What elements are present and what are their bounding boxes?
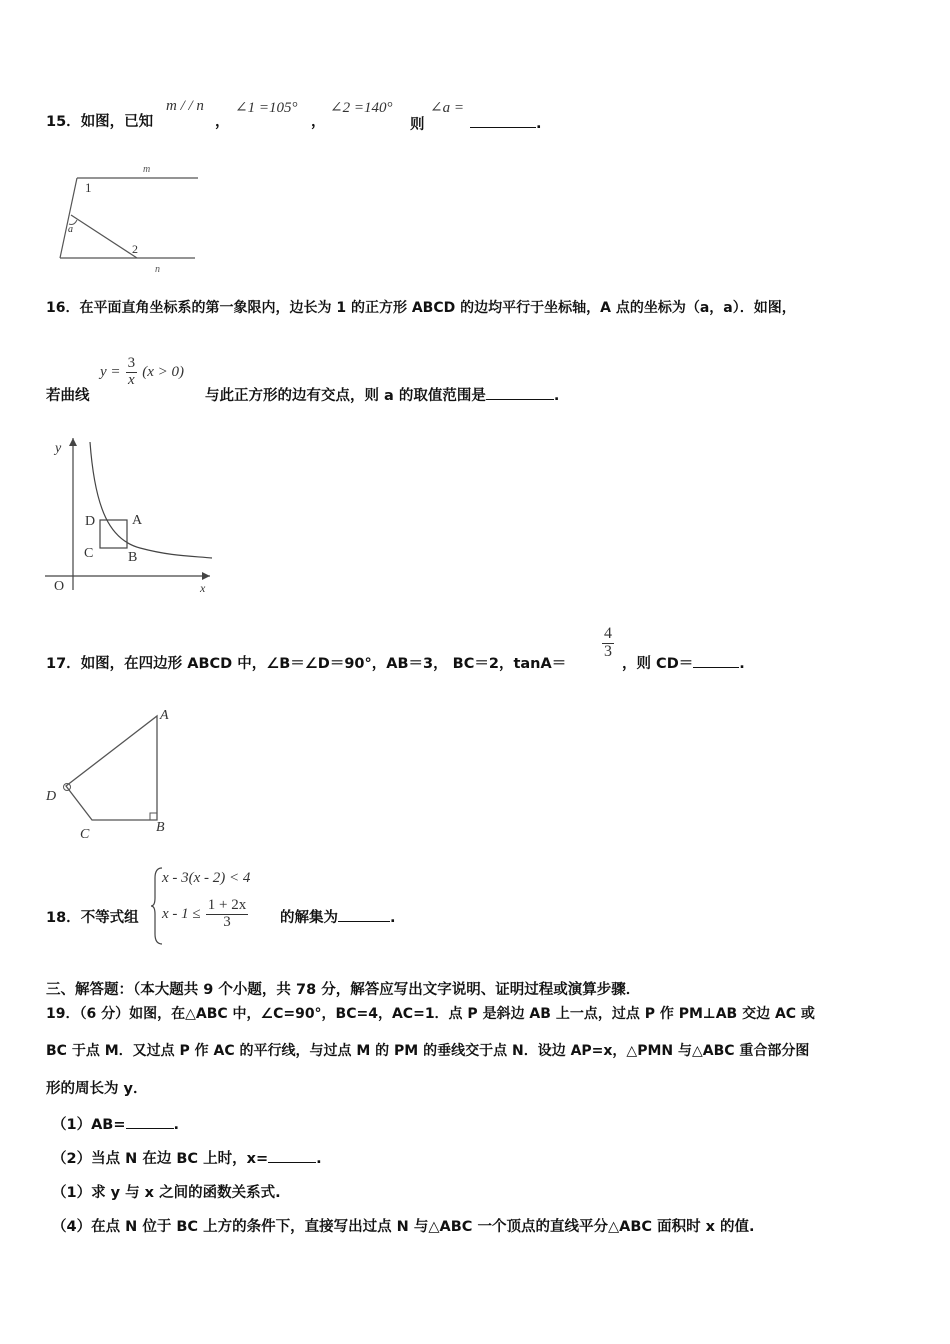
q15-expr-alpha: ∠a =	[430, 100, 464, 116]
q15-label-m: m	[143, 164, 151, 175]
q19-sub3: （1）求 y 与 x 之间的函数关系式.	[52, 1185, 281, 1201]
q16-numerator: 3	[127, 355, 136, 371]
q15-number: 15．	[46, 114, 81, 130]
q17-label-B: B	[156, 820, 165, 835]
q15-expr-parallel: m / / n	[166, 98, 204, 114]
q16-fraction	[126, 356, 138, 389]
q18-post-text: 的解集为	[280, 910, 338, 926]
q15-figure	[55, 160, 205, 278]
q17-post-text: ，则 CD＝	[622, 656, 694, 672]
q16-label-O: O	[54, 579, 65, 594]
q18-denominator: 3	[223, 913, 231, 930]
q16-label-D: D	[85, 514, 96, 529]
q16-pre: 若曲线	[46, 388, 90, 404]
q16-label-B: B	[128, 550, 138, 565]
q17-text	[46, 652, 566, 673]
q16-label-C: C	[84, 546, 94, 561]
q15-label-n: n	[155, 264, 160, 275]
q19-sub1	[52, 1113, 179, 1134]
q16-figure	[40, 430, 220, 600]
q18-ineq2-left: x - 1 ≤	[162, 905, 201, 922]
q19-sub2-text: （2）当点 N 在边 BC 上时，x=	[52, 1151, 269, 1167]
q15-text	[46, 110, 153, 131]
q16-label-A: A	[132, 513, 143, 528]
q17-figure	[40, 702, 180, 844]
q16-square	[100, 520, 127, 548]
q18-inequality-2	[162, 898, 248, 931]
q17-numerator: 4	[604, 625, 612, 642]
q15-label-a: a	[68, 224, 73, 235]
q15-label-1: 1	[85, 180, 92, 195]
q18-fraction	[206, 898, 248, 931]
q17-denominator: 3	[604, 642, 612, 660]
q17-fraction	[602, 626, 614, 661]
q15-seg-left	[60, 178, 77, 258]
q18-numerator: 1 + 2x	[207, 897, 247, 913]
q15-seg-diag	[71, 215, 137, 258]
q16-y-arrow	[69, 438, 77, 446]
q18-pre: 不等式组	[80, 910, 139, 926]
q17-answer-blank	[693, 653, 739, 668]
q15-end: .	[536, 116, 542, 132]
q16-label-x: x	[200, 581, 206, 595]
q15-then: 则	[410, 117, 425, 133]
q16-curve	[90, 442, 212, 558]
q18-end: .	[390, 910, 396, 926]
q19-sub2-end: .	[316, 1151, 322, 1167]
q17-end: .	[739, 656, 745, 672]
q18-text	[46, 906, 139, 927]
q19-sub1-blank	[126, 1114, 174, 1129]
q19-line2: BC 于点 M．又过点 P 作 AC 的平行线，与过点 M 的 PM 的垂线交于点 N．设边 AP=x，△PMN 与△ABC 重合部分图	[46, 1043, 810, 1059]
q15-pre: 如图，已知	[80, 114, 154, 130]
q18-number: 18．	[46, 910, 81, 926]
q19-sub2-blank	[268, 1148, 316, 1163]
q16-text: 在平面直角坐标系的第一象限内，边长为 1 的正方形 ABCD 的边均平行于坐标轴，A 点的坐标为（a，a）．如图，	[79, 300, 796, 316]
q16-number: 16．	[46, 300, 80, 316]
q16-post-text: 与此正方形的边有交点，则 a 的取值范围是	[205, 388, 486, 404]
q17-right-angle-B	[150, 813, 157, 820]
q17-number: 17．	[46, 656, 81, 672]
q17-body: 如图，在四边形 ABCD 中，∠B＝∠D＝90°，AB＝3， BC＝2，tanA＝	[80, 656, 567, 672]
q19-sub1-end: .	[173, 1117, 180, 1133]
q16-condition: (x > 0)	[142, 363, 184, 380]
q17-label-C: C	[80, 827, 90, 842]
q16-line1	[46, 297, 796, 317]
q15-sep1: ，	[215, 114, 230, 130]
q16-end: .	[553, 388, 560, 404]
q15-answer-blank	[470, 113, 542, 132]
q16-answer-blank	[486, 385, 554, 400]
q19-sub1-text: （1）AB=	[52, 1117, 126, 1133]
q17-quadrilateral	[66, 716, 157, 820]
q19-sub4: （4）在点 N 位于 BC 上方的条件下，直接写出过点 N 与△ABC 一个顶点的直线平分△ABC 面积时 x 的值.	[52, 1219, 755, 1235]
q16-post	[205, 384, 559, 405]
q15-expr-angle1: ∠1 =105°	[235, 100, 298, 116]
q16-y-eq: y =	[100, 363, 121, 380]
q16-denominator: x	[128, 371, 135, 388]
q15-expr-angle2: ∠2 =140°	[330, 100, 393, 116]
q18-answer-blank	[338, 907, 390, 922]
q18-post	[280, 906, 396, 927]
q19-line3: 形的周长为 y．	[46, 1081, 148, 1097]
q15-sep2: ，	[311, 114, 326, 130]
section-3-heading: 三、解答题：（本大题共 9 个小题，共 78 分，解答应写出文字说明、证明过程或演算步骤．	[46, 982, 641, 998]
q15-label-2: 2	[132, 242, 138, 256]
q18-inequality-1: x - 3(x - 2) < 4	[162, 870, 251, 886]
q19-sub2	[52, 1147, 322, 1168]
q16-formula	[100, 356, 184, 389]
q16-label-y: y	[55, 441, 62, 456]
q17-post	[622, 652, 745, 673]
q16-x-arrow	[202, 572, 210, 580]
q17-label-A: A	[160, 708, 169, 723]
q17-label-D: D	[46, 789, 57, 804]
q19-line1: 19．（6 分）如图，在△ABC 中，∠C=90°，BC=4，AC=1．点 P 是斜边 AB 上一点，过点 P 作 PM⊥AB 交边 AC 或	[46, 1006, 815, 1022]
